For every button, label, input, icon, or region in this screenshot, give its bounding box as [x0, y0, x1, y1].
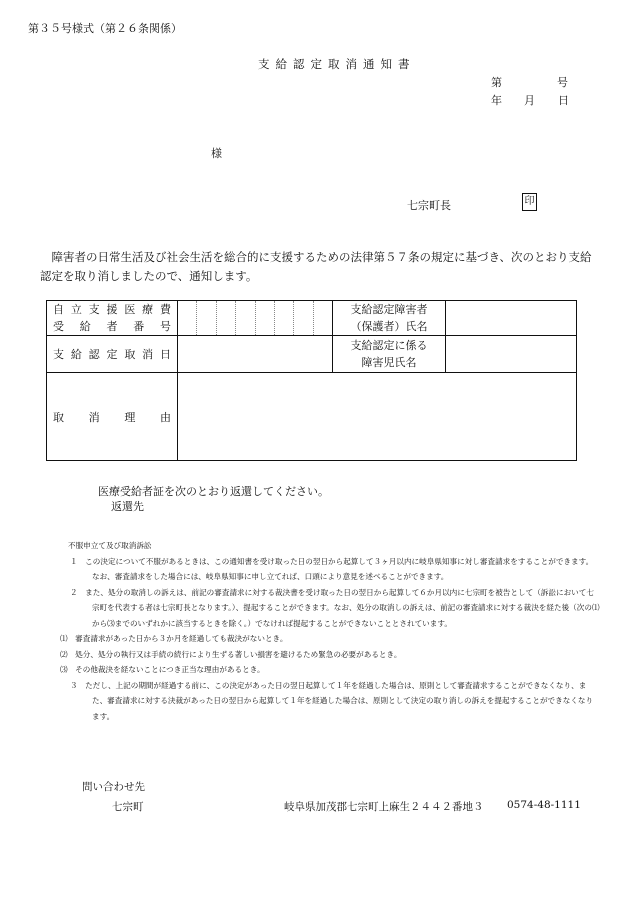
digit-box [293, 301, 312, 335]
notes-item-3: ３ ただし、上記の期間が経過する前に、この決定があった日の翌日起算して１年を経過した場合は、原則として審査請求することができなくなり、また、審査請求に対する決裁があった日の翌日から起算して１年を経過した場合は、原則として決定の取り消しの訴えを提起することができなくなります。 [70, 680, 594, 721]
contact-address: 岐阜県加茂郡七宗町上麻生２４４２番地３ [284, 801, 484, 813]
guardian-name-cell[interactable] [446, 301, 577, 336]
date-day: 日 [558, 94, 569, 107]
contact-office: 七宗町 [112, 801, 144, 813]
seal-stamp: 印 [522, 193, 537, 211]
contact-phone[interactable]: 0574-48-1111 [507, 799, 581, 811]
certificate-table [46, 300, 577, 461]
notes-item-2: ２ また、処分の取消しの訴えは、前記の審査請求に対する裁決書を受け取った日の翌日から起算して６か月以内に七宗町を被告として（訴訟において七宗町を代表する者は七宗町長となります。）、提起することができます。なお、処分の取消しの訴えは、前記の審査請求に対する裁決を経た後（次の⑴から⑶までのいずれかに該当するときを除く。）でなければ提起することができないこととされています。 [70, 587, 600, 628]
digit-box [196, 301, 215, 335]
digit-box [274, 301, 293, 335]
digit-box [235, 301, 254, 335]
document-number [491, 74, 571, 90]
digit-box [313, 301, 332, 335]
addressee-suffix: 様 [211, 147, 222, 160]
date-month: 月 [524, 94, 535, 107]
notes-sub-1: ⑴ 審査請求があった日から３か月を経過しても裁決がないとき。 [60, 634, 288, 643]
digit-box [216, 301, 235, 335]
recipient-number-digits [178, 301, 332, 335]
guardian-name-label-line1: 支給認定障害者 [350, 303, 428, 316]
guardian-name-label [333, 301, 446, 336]
child-name-cell[interactable] [446, 336, 577, 373]
document-title: 支給認定取消通知書 [258, 57, 416, 71]
recipient-number-label-line2: 受給者番号 [53, 320, 171, 333]
form-number: 第３５号様式（第２６条関係） [28, 22, 182, 35]
revocation-reason-cell[interactable] [178, 373, 577, 461]
digit-box [255, 301, 274, 335]
date-year: 年 [491, 94, 502, 107]
notes-sub-2: ⑵ 処分、処分の執行又は手続の続行により生ずる著しい損害を避けるため緊急の必要があるとき。 [60, 649, 402, 659]
revocation-reason-label: 取消理由 [47, 373, 178, 461]
return-instruction: 医療受給者証を次のとおり返還してください。 [98, 485, 329, 498]
return-destination-label: 返還先 [111, 500, 144, 513]
guardian-name-label-line2: （保護者）氏名 [350, 320, 428, 333]
child-name-label [333, 336, 446, 373]
recipient-number-cell[interactable] [178, 301, 333, 336]
digit-box [178, 301, 196, 335]
doc-no-suffix: 号 [557, 76, 568, 89]
revocation-date-cell[interactable] [178, 336, 333, 373]
child-name-label-line2: 障害児氏名 [361, 356, 417, 369]
notes-sub-3: ⑶ その他裁決を経ないことにつき正当な理由があるとき。 [60, 665, 265, 674]
revocation-date-label: 支給認定取消日 [47, 336, 178, 373]
issuer-name: 七宗町長 [407, 199, 451, 212]
notes-heading: 不服申立て及び取消訴訟 [68, 541, 152, 550]
appeal-notes [40, 538, 600, 724]
child-name-label-line1: 支給認定に係る [350, 339, 428, 352]
recipient-number-label [47, 301, 178, 336]
body-paragraph: 障害者の日常生活及び社会生活を総合的に支援するための法律第５７条の規定に基づき、次のとおり支給認定を取り消しましたので、通知します。 [40, 250, 592, 283]
notes-item-1: １ この決定について不服があるときは、この通知書を受け取った日の翌日から起算して３ヶ月以内に岐阜県知事に対し審査請求をすることができます。なお、審査請求をした場合には、岐阜県知事に申し立てれば、口頭により意見を述べることができます。 [70, 556, 594, 581]
doc-no-prefix: 第 [491, 76, 502, 89]
contact-heading: 問い合わせ先 [82, 781, 145, 793]
recipient-number-label-line1: 自立支援医療費 [53, 303, 171, 316]
